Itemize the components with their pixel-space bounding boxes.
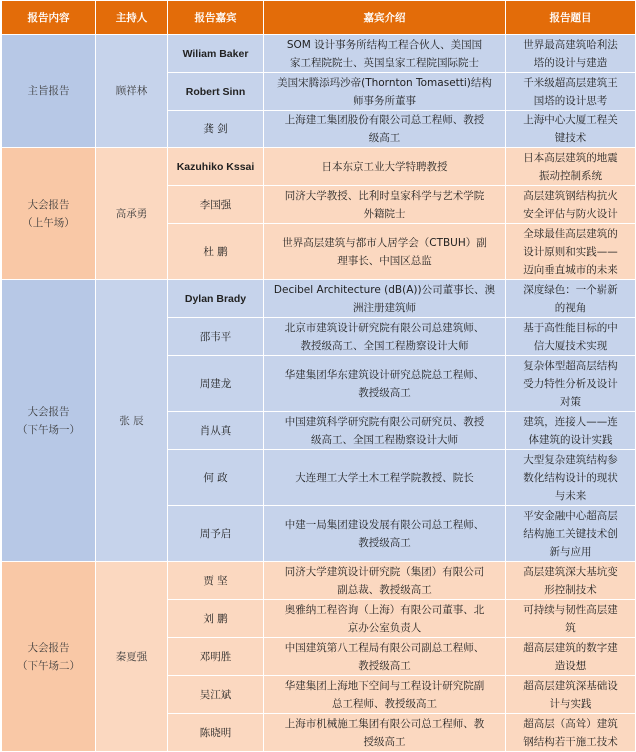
text-line: 国塔的设计思考 xyxy=(533,94,608,107)
topic-cell xyxy=(506,73,636,111)
intro-cell xyxy=(264,148,506,186)
speaker-cell: Kazuhiko Kssai xyxy=(168,148,264,186)
text-line: 可持续与韧性高层建 xyxy=(523,603,618,616)
text-line: 家工程院院士、英国皇家工程院国际院士 xyxy=(290,56,479,69)
session-name-cell xyxy=(2,148,96,280)
topic-cell xyxy=(506,562,636,600)
text-line: 外籍院士 xyxy=(363,207,406,220)
speaker-cell: 肖从真 xyxy=(168,412,264,450)
text-line: 超高层建筑的数字建 xyxy=(523,641,618,654)
topic-cell xyxy=(506,280,636,318)
text-line: 造设想 xyxy=(554,659,587,672)
text-line: 数化结构设计的现状 xyxy=(523,471,618,484)
text-line: 全球最佳高层建筑的 xyxy=(523,227,618,240)
text-line: 高层建筑钢结构抗火 xyxy=(523,189,618,202)
topic-cell xyxy=(506,35,636,73)
text-line: 副总裁、教授级高工 xyxy=(337,583,432,596)
text-line: 教授级高工、全国工程勘察设计大师 xyxy=(300,339,469,352)
text-line: 中建一局集团建设发展有限公司总工程师、 xyxy=(284,518,485,531)
text-line: 级高工 xyxy=(368,132,401,144)
topic-cell xyxy=(506,148,636,186)
speaker-cell: 贾 坚 xyxy=(168,562,264,600)
text-line: 对策 xyxy=(560,395,581,408)
topic-cell xyxy=(506,714,636,752)
topic-cell xyxy=(506,638,636,676)
topic-cell xyxy=(506,506,636,562)
text-line: 受力特性分析及设计 xyxy=(523,377,618,390)
table-row xyxy=(2,148,636,186)
text-line: 华建集团上海地下空间与工程设计研究院副 xyxy=(284,679,485,692)
text-line: 新与应用 xyxy=(549,545,592,558)
text-line: 与未来 xyxy=(554,489,587,502)
text-line: 结构施工关键技术创 xyxy=(523,527,618,540)
speaker-cell: Wiliam Baker xyxy=(168,35,264,73)
col-header-speaker: 报告嘉宾 xyxy=(168,1,264,35)
text-line: 世界最高建筑哈利法 xyxy=(523,38,618,51)
speaker-cell: 龚 剑 xyxy=(168,111,264,148)
topic-cell xyxy=(506,356,636,412)
col-header-topic: 报告题目 xyxy=(506,1,636,35)
topic-cell xyxy=(506,186,636,224)
text-line: 教授级高工 xyxy=(358,386,411,399)
text-line: 中国建筑第八工程局有限公司副总工程师、 xyxy=(284,641,485,654)
table-row xyxy=(2,35,636,73)
text-line: 奥雅纳工程咨询（上海）有限公司董事、北 xyxy=(284,603,485,616)
topic-cell xyxy=(506,676,636,714)
topic-cell xyxy=(506,450,636,506)
text-line: 大会报告 xyxy=(27,641,70,654)
text-line: 总工程师、教授级高工 xyxy=(332,697,437,710)
speaker-cell: 刘 鹏 xyxy=(168,600,264,638)
text-line: 计与实践 xyxy=(549,697,592,710)
text-line: 高层建筑深大基坑变 xyxy=(523,565,618,578)
intro-cell xyxy=(264,356,506,412)
text-line: 级高工、全国工程勘察设计大师 xyxy=(311,433,458,446)
topic-cell xyxy=(506,600,636,638)
text-line: 基于高性能目标的中 xyxy=(523,321,618,334)
speaker-cell: 周建龙 xyxy=(168,356,264,412)
speaker-cell: Dylan Brady xyxy=(168,280,264,318)
intro-cell xyxy=(264,676,506,714)
text-line: 日本高层建筑的地震 xyxy=(523,151,618,164)
col-header-content: 报告内容 xyxy=(2,1,96,35)
text-line: 同济大学教授、比利时皇家科学与艺术学院 xyxy=(284,189,485,202)
speaker-cell: 周予启 xyxy=(168,506,264,562)
topic-cell xyxy=(506,318,636,356)
text-line: 上海中心大厦工程关 xyxy=(523,114,618,126)
text-line: 北京市建筑设计研究院有限公司总建筑师、 xyxy=(284,321,485,334)
intro-cell xyxy=(264,638,506,676)
text-line: 筑 xyxy=(565,621,576,634)
session-name-cell xyxy=(2,280,96,562)
col-header-host: 主持人 xyxy=(96,1,168,35)
intro-cell xyxy=(264,111,506,148)
text-line: 形控制技术 xyxy=(544,583,597,596)
text-line: 中国建筑科学研究院有限公司研究员、教授 xyxy=(284,415,485,428)
intro-cell xyxy=(264,318,506,356)
speaker-cell: Robert Sinn xyxy=(168,73,264,111)
speaker-cell: 陈晓明 xyxy=(168,714,264,752)
text-line: 塔的设计与建造 xyxy=(533,56,608,69)
agenda-body xyxy=(2,35,636,752)
topic-cell xyxy=(506,412,636,450)
speaker-cell: 何 政 xyxy=(168,450,264,506)
text-line: 大连理工大学土木工程学院教授、院长 xyxy=(295,471,474,484)
text-line: 理事长、中国区总监 xyxy=(337,254,432,267)
topic-cell xyxy=(506,224,636,280)
text-line: 的视角 xyxy=(554,301,587,314)
session-name-cell xyxy=(2,35,96,148)
text-line: （上午场） xyxy=(22,216,75,229)
intro-cell xyxy=(264,73,506,111)
text-line: SOM 设计事务所结构工程合伙人、美国国 xyxy=(286,38,483,51)
text-line: 设计原则和实践—— xyxy=(523,245,618,258)
intro-cell xyxy=(264,506,506,562)
intro-cell xyxy=(264,186,506,224)
intro-cell xyxy=(264,412,506,450)
speaker-cell: 邓明胜 xyxy=(168,638,264,676)
speaker-cell: 邵韦平 xyxy=(168,318,264,356)
text-line: 大会报告 xyxy=(27,405,70,418)
text-line: 千米级超高层建筑王 xyxy=(523,76,618,89)
text-line: 体建筑的设计实践 xyxy=(528,433,613,446)
host-cell: 高承勇 xyxy=(96,148,168,280)
host-cell: 张 辰 xyxy=(96,280,168,562)
text-line: （下午场二） xyxy=(17,659,80,672)
text-line: 大会报告 xyxy=(27,198,70,211)
text-line: 安全评估与防火设计 xyxy=(523,207,618,220)
text-line: 振动控制系统 xyxy=(539,169,602,182)
text-line: 美国宋腾添玛沙帝(Thornton Tomasetti)结构 xyxy=(277,76,492,89)
text-line: 师事务所董事 xyxy=(353,94,416,107)
text-line: 教授级高工 xyxy=(358,659,411,672)
text-line: 超高层建筑深基础设 xyxy=(523,679,618,692)
text-line: 上海建工集团股份有限公司总工程师、教授 xyxy=(284,114,485,126)
header-row xyxy=(2,1,636,35)
text-line: （下午场一） xyxy=(17,423,80,436)
text-line: 世界高层建筑与都市人居学会（CTBUH）副 xyxy=(282,236,487,249)
intro-cell xyxy=(264,562,506,600)
table-row xyxy=(2,562,636,600)
text-line: 华建集团华东建筑设计研究总院总工程师、 xyxy=(284,368,485,381)
intro-cell xyxy=(264,714,506,752)
session-name-cell xyxy=(2,562,96,752)
intro-cell xyxy=(264,600,506,638)
host-cell: 秦夏强 xyxy=(96,562,168,752)
text-line: 信大厦技术实现 xyxy=(533,339,608,352)
intro-cell xyxy=(264,224,506,280)
text-line: 京办公室负责人 xyxy=(347,621,422,634)
col-header-intro: 嘉宾介绍 xyxy=(264,1,506,35)
agenda-table xyxy=(1,0,636,752)
host-cell: 顾祥林 xyxy=(96,35,168,148)
text-line: 授级高工 xyxy=(363,735,406,748)
text-line: 主旨报告 xyxy=(27,85,70,97)
text-line: 键技术 xyxy=(554,132,587,144)
text-line: 教授级高工 xyxy=(358,536,411,549)
text-line: 同济大学建筑设计研究院（集团）有限公司 xyxy=(284,565,485,578)
topic-cell xyxy=(506,111,636,148)
text-line: 迈向垂直城市的未来 xyxy=(523,263,618,276)
text-line: 大型复杂建筑结构参 xyxy=(523,453,618,466)
text-line: 钢结构若干施工技术 xyxy=(523,735,618,748)
speaker-cell: 吴江斌 xyxy=(168,676,264,714)
text-line: 上海市机械施工集团有限公司总工程师、教 xyxy=(284,717,485,730)
speaker-cell: 杜 鹏 xyxy=(168,224,264,280)
text-line: Decibel Architecture (dB(A))公司董事长、澳 xyxy=(273,283,496,296)
text-line: 日本东京工业大学特聘教授 xyxy=(321,160,448,173)
text-line: 深度绿色：一个崭新 xyxy=(523,283,618,296)
table-row xyxy=(2,280,636,318)
text-line: 洲注册建筑师 xyxy=(353,301,416,314)
text-line: 超高层（高耸）建筑 xyxy=(523,717,618,730)
intro-cell xyxy=(264,35,506,73)
text-line: 平安金融中心超高层 xyxy=(523,509,618,522)
speaker-cell: 李国强 xyxy=(168,186,264,224)
intro-cell xyxy=(264,450,506,506)
text-line: 复杂体型超高层结构 xyxy=(523,359,618,372)
text-line: 建筑，连接人——连 xyxy=(523,415,618,428)
intro-cell xyxy=(264,280,506,318)
